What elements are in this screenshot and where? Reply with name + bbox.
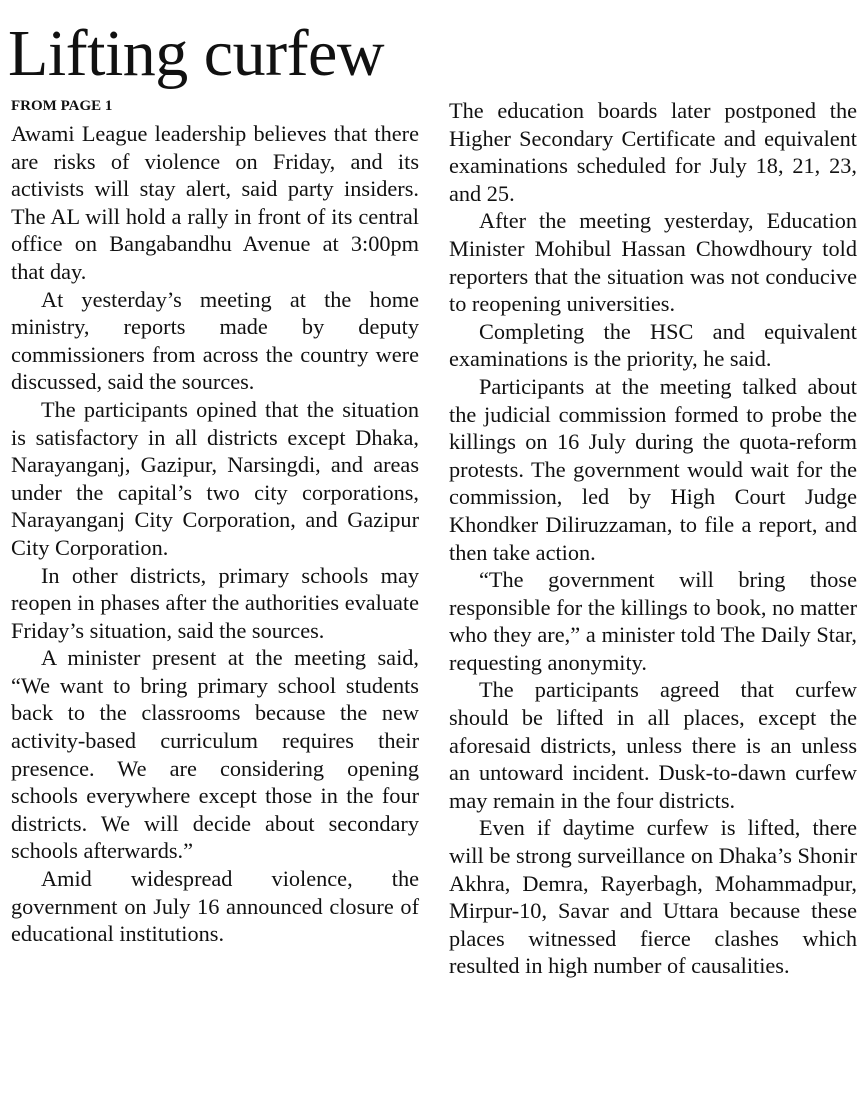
paragraph-left-3: The participants opined that the situation is satisfactory in all districts except Dhaka, Narayanganj, Gazipur, Narsingdi, and areas under the capital’s two city corporations, Narayanganj City Corporation, and Gazipur City Corporation. xyxy=(11,396,419,560)
paragraph-left-4: In other districts, primary schools may reopen in phases after the authorities evaluate Friday’s situation, said the sources. xyxy=(11,562,419,643)
headline: Lifting curfew xyxy=(8,17,385,90)
paragraph-right-6: The participants agreed that curfew should be lifted in all places, except the aforesaid districts, unless there is an unless an untoward incident. Dusk-to-dawn curfew may remain in the four districts. xyxy=(449,677,857,813)
paragraph-left-2: At yesterday’s meeting at the home ministry, reports made by deputy commissioners from across the country were discussed, said the sources. xyxy=(11,286,419,395)
paragraph-right-4: Participants at the meeting talked about the judicial commission formed to probe the killings on 16 July during the quota-reform protests. The government would wait for the commission, led by High Court Judge Khondker Diliruzzaman, to file a report, and then take action. xyxy=(449,373,857,565)
left-column xyxy=(11,120,419,948)
jump-line: FROM PAGE 1 xyxy=(11,98,113,114)
right-column xyxy=(449,97,857,980)
paragraph-left-6: Amid widespread violence, the government on July 16 announced closure of educational institutions. xyxy=(11,866,419,947)
paragraph-right-7: Even if daytime curfew is lifted, there will be strong surveillance on Dhaka’s Shonir Akhra, Demra, Rayerbagh, Mohammadpur, Mirpur-10, Savar and Uttara because these places witnessed fierce clashes which resulted in high number of causalities. xyxy=(449,815,857,979)
paragraph-right-5: “The government will bring those responsible for the killings to book, no matter who they are,” a minister told The Daily Star, requesting anonymity. xyxy=(449,567,857,675)
paragraph-right-1: The education boards later postponed the Higher Secondary Certificate and equivalent examinations scheduled for July 18, 21, 23, and 25. xyxy=(449,98,857,206)
paragraph-right-3: Completing the HSC and equivalent examinations is the priority, he said. xyxy=(449,318,857,372)
paragraph-left-5: A minister present at the meeting said, “We want to bring primary school students back to the classrooms because the new activity-based curriculum requires their presence. We are considering opening schools everywhere except those in the four districts. We will decide about secondary schools afterwards.” xyxy=(11,645,419,864)
paragraph-right-2: After the meeting yesterday, Education Minister Mohibul Hassan Chowdhoury told reporters that the situation was not conducive to reopening universities. xyxy=(449,208,857,317)
paragraph-left-1: Awami League leadership believes that there are risks of violence on Friday, and its activists will stay alert, said party insiders. The AL will hold a rally in front of its central office on Bangabandhu Avenue at 3:00pm that day. xyxy=(11,121,419,284)
